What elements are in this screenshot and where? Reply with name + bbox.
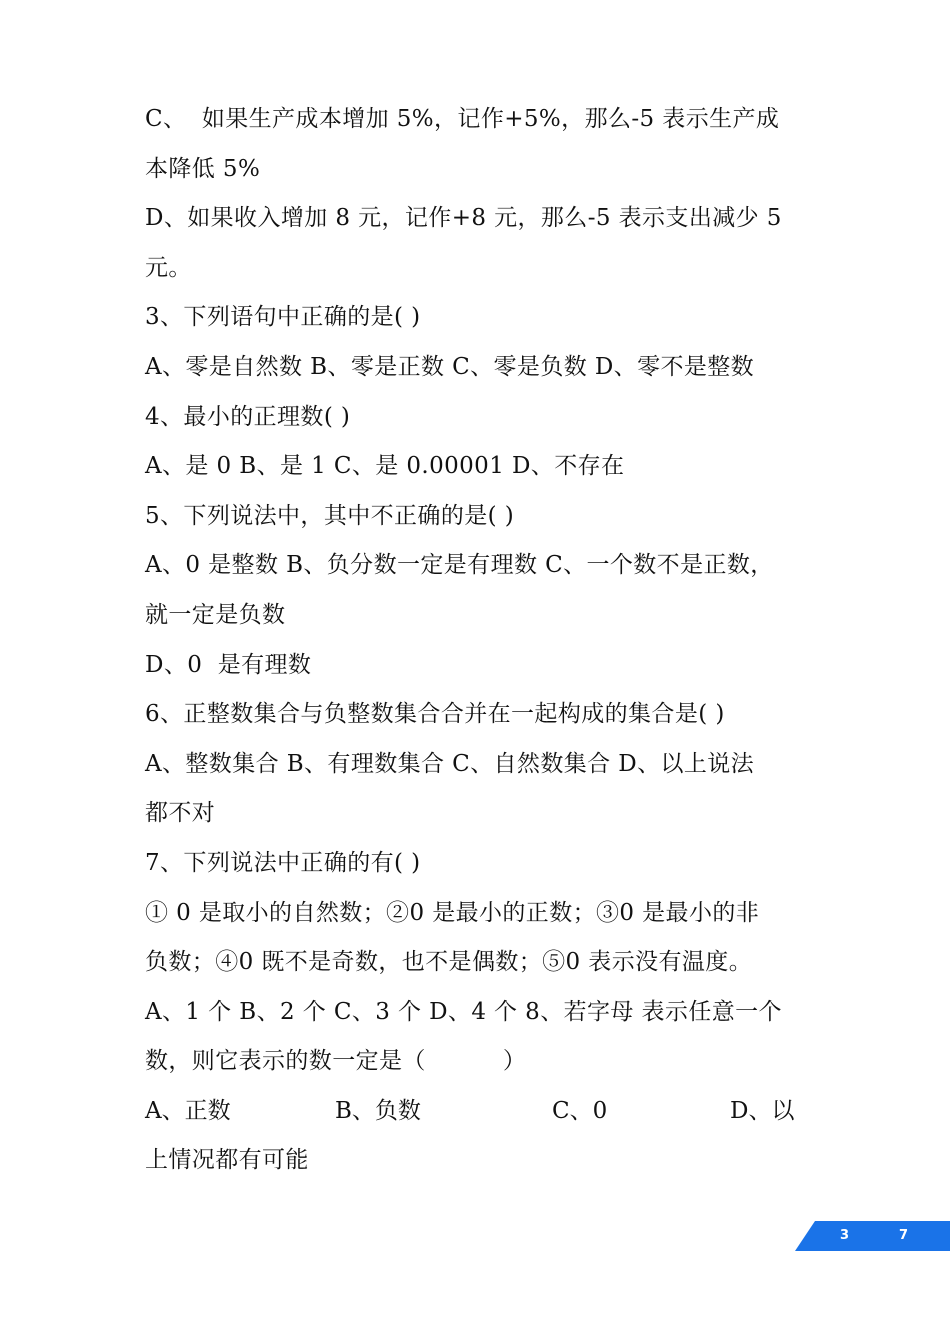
text-line: 本降低 5% [145, 155, 261, 182]
question-7: 7、下列说法中正确的有( ) [145, 849, 421, 876]
page-indicator-banner [795, 1221, 950, 1251]
page-indicator [795, 1221, 950, 1251]
question-4: 4、最小的正理数( ) [145, 403, 351, 430]
text-line: 元。 [145, 254, 192, 281]
question-3: 3、下列语句中正确的是( ) [145, 304, 421, 331]
text-line: ① 0 是取小的自然数；②0 是最小的正数；③0 是最小的非 [145, 899, 760, 926]
question-5-options: A、0 是整数 B、负分数一定是有理数 C、一个数不是正数， [145, 552, 774, 579]
option-d: D、以 [730, 1097, 795, 1124]
question-5: 5、下列说法中，其中不正确的是( ) [145, 502, 515, 529]
text-line: D、如果收入增加 8 元，记作+8 元，那么-5 表示支出减少 5 [145, 205, 782, 232]
question-3-options: A、零是自然数 B、零是正数 C、零是负数 D、零不是整数 [145, 353, 755, 380]
text-line: 上情况都有可能 [145, 1147, 309, 1174]
option-c: C、0 [552, 1097, 608, 1124]
question-8-options [145, 1087, 810, 1137]
question-6-options: A、整数集合 B、有理数集合 C、自然数集合 D、以上说法 [145, 750, 755, 777]
text-line: 负数；④0 既不是奇数，也不是偶数；⑤0 表示没有温度。 [145, 949, 753, 976]
question-8: 数，则它表示的数一定是（ ） [145, 1048, 527, 1075]
text-line: 就一定是负数 [145, 601, 286, 628]
text-line: C、 如果生产成本增加 5%，记作+5%，那么-5 表示生产成 [145, 106, 780, 132]
question-4-options: A、是 0 B、是 1 C、是 0.00001 D、不存在 [145, 453, 625, 480]
total-pages: 7 [899, 1228, 909, 1243]
text-line: D、0 是有理数 [145, 651, 312, 678]
question-text [145, 95, 810, 1186]
question-7-options: A、1 个 B、2 个 C、3 个 D、4 个 8、若字母 表示任意一个 [145, 998, 782, 1025]
option-b: B、负数 [335, 1097, 421, 1124]
text-line: 都不对 [145, 800, 216, 827]
current-page: 3 [840, 1228, 850, 1243]
option-a: A、正数 [145, 1097, 231, 1124]
question-6: 6、正整数集合与负整数集合合并在一起构成的集合是( ) [145, 701, 725, 728]
